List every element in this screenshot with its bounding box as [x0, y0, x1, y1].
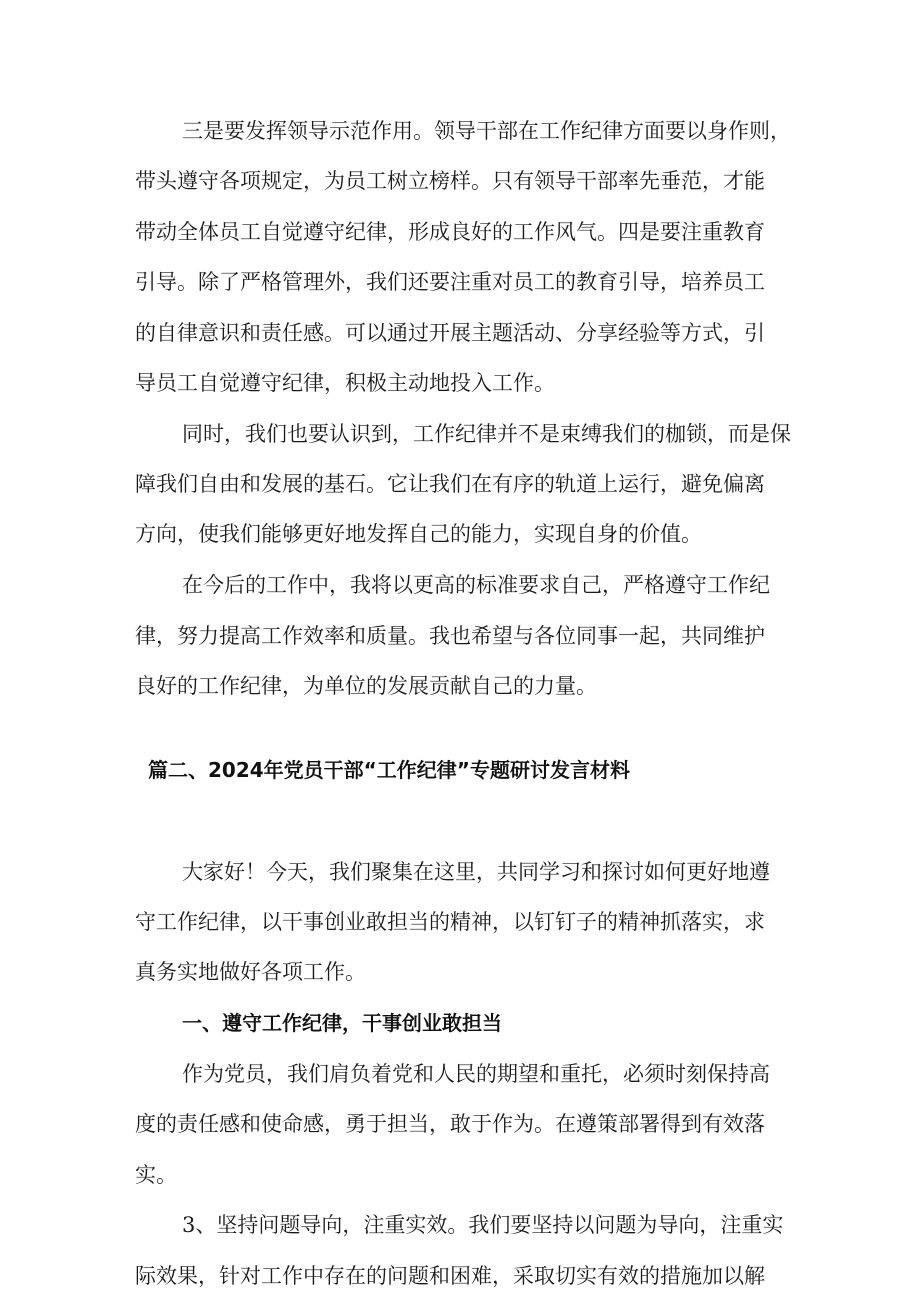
paragraph-line: 带动全体员工自觉遵守纪律，形成良好的工作风气。四是要注重教育 [135, 220, 765, 244]
paragraph-line: 律，努力提高工作效率和质量。我也希望与各位同事一起，共同维护 [135, 624, 765, 648]
paragraph-line: 真务实地做好各项工作。 [135, 960, 366, 984]
paragraph-line: 作为党员，我们肩负着党和人民的期望和重托，必须时刻保持高 [182, 1062, 770, 1086]
paragraph-line: 三是要发挥领导示范作用。领导干部在工作纪律方面要以身作则， [182, 119, 791, 143]
paragraph-line: 障我们自由和发展的基石。它让我们在有序的轨道上运行，避免偏离 [135, 472, 765, 496]
paragraph-line: 带头遵守各项规定，为员工树立榜样。只有领导干部率先垂范，才能 [135, 169, 765, 193]
paragraph-line: 守工作纪律，以干事创业敢担当的精神，以钉钉子的精神抓落实，求 [135, 910, 765, 934]
paragraph-line: 良好的工作纪律，为单位的发展贡献自己的力量。 [135, 674, 597, 698]
subheading: 一、遵守工作纪律，干事创业敢担当 [182, 1011, 502, 1035]
paragraph-line: 实。 [135, 1163, 177, 1187]
paragraph-line: 在今后的工作中，我将以更高的标准要求自己，严格遵守工作纪 [182, 573, 770, 597]
paragraph-line: 3、坚持问题导向，注重实效。我们要坚持以问题为导向，注重实 [182, 1213, 784, 1237]
paragraph-line: 引导。除了严格管理外，我们还要注重对员工的教育引导，培养员工 [135, 270, 765, 294]
paragraph-line: 同时，我们也要认识到，工作纪律并不是束缚我们的枷锁，而是保 [182, 422, 791, 446]
paragraph-line: 大家好！今天，我们聚集在这里，共同学习和探讨如何更好地遵 [182, 860, 770, 884]
section-title: 篇二、2024年党员干部“工作纪律”专题研讨发言材料 [148, 758, 630, 782]
paragraph-line: 度的责任感和使命感，勇于担当，敢于作为。在遵策部署得到有效落 [135, 1112, 765, 1136]
paragraph-line: 方向，使我们能够更好地发挥自己的能力，实现自身的价值。 [135, 522, 702, 546]
paragraph-line: 导员工自觉遵守纪律，积极主动地投入工作。 [135, 371, 555, 395]
paragraph-line: 的自律意识和责任感。可以通过开展主题活动、分享经验等方式，引 [135, 321, 765, 345]
paragraph-line: 际效果，针对工作中存在的问题和困难，采取切实有效的措施加以解 [135, 1264, 765, 1288]
